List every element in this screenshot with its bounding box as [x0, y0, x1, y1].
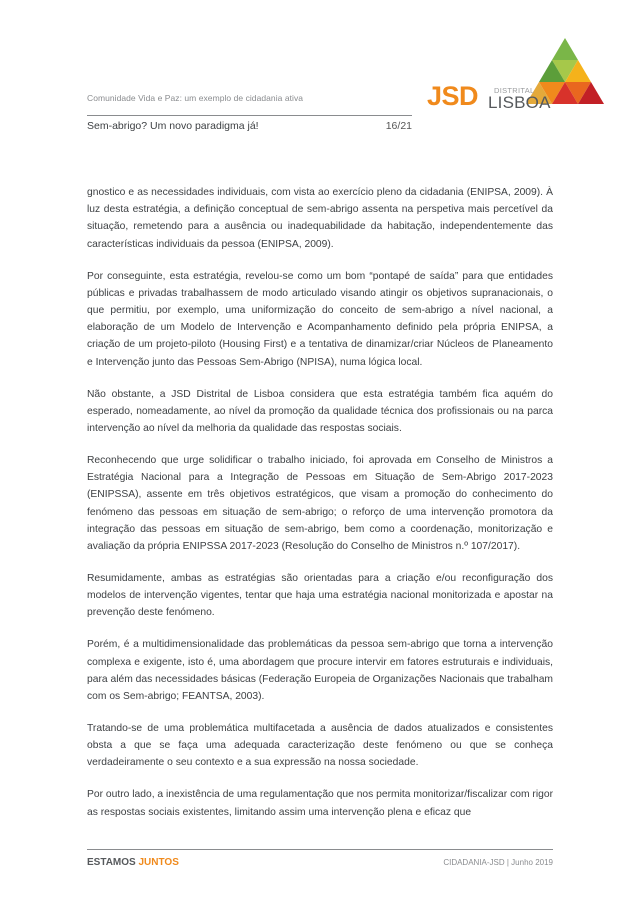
body-text	[87, 184, 553, 836]
footer-slogan-prefix: ESTAMOS	[87, 857, 139, 868]
paragraph: Reconhecendo que urge solidificar o trabalho iniciado, foi aprovada em Conselho de Ministros a Estratégia Nacional para a Integração de Pessoas em Situação de Sem-Abrigo 2017-2023 (ENIPSSA), assente em três objetivos estratégicos, que visam a promoção do conhecimento do fenómeno das pessoas em situação de sem-abrigo; o reforço de uma intervenção promotora da integração das pessoas em situação de sem-abrigo, bem como a coordenação, monitorização e avaliação da própria ENIPSSA 2017-2023 (Resolução do Conselho de Ministros n.º 107/2017).	[87, 455, 553, 553]
footer-publication: CIDADANIA-JSD | Junho 2019	[443, 858, 553, 867]
paragraph: Resumidamente, ambas as estratégias são orientadas para a criação e/ou reconfiguração dos modelos de intervenção vigentes, tentar que haja uma estratégia nacional monitorizada e apostar na prevenção deste fenómeno.	[87, 573, 553, 619]
paragraph: gnostico e as necessidades individuais, com vista ao exercício pleno da cidadania (ENIPSA, 2009). À luz desta estratégia, a definição conceptual de sem-abrigo assenta na perspetiva mais percetível da situação, remetendo para a ausência ou inadequabilidade da habitação, independentemente das características individuais da pessoa (ENIPSA, 2009).	[87, 187, 553, 250]
paragraph: Por outro lado, a inexistência de uma regulamentação que nos permita monitorizar/fiscalizar com rigor as respostas sociais existentes, limitando assim uma intervenção plena e eficaz que	[87, 789, 553, 818]
paragraph: Não obstante, a JSD Distrital de Lisboa considera que esta estratégia também fica aquém do esperado, nomeadamente, ao nível da promoção da qualidade técnica dos profissionais ou na parca intervenção ao nível da melhoria da qualidade das respostas sociais.	[87, 388, 553, 435]
paragraph: Tratando-se de uma problemática multifacetada a ausência de dados atualizados e consistentes obsta a que se faça uma adequada caracterização deste fenómeno ou que se conheça verdadeiramente o seu contexto e a sua expressão na nossa sociedade.	[87, 723, 553, 769]
document-title: Sem-abrigo? Um novo paradigma já!	[87, 120, 259, 132]
jsd-lisboa-logo	[420, 38, 610, 118]
header-divider	[87, 115, 412, 116]
paragraph: Porém, é a multidimensionalidade das problemáticas da pessoa sem-abrigo que torna a intervenção complexa e exigente, isto é, uma abordagem que procure intervir em fatores estruturais e individuais, para além das necessidades básicas (Federação Europeia de Organizações Nacionais que trabalham com os Sem-abrigo; FEANTSA, 2003).	[87, 639, 553, 703]
logo-lisboa-text: LISBOA	[488, 93, 551, 112]
paragraph: Por conseguinte, esta estratégia, revelou-se como um bom “pontapé de saída” para que entidades públicas e privadas trabalhassem de modo articulado visando atingir os objetivos supranacionais, o que permitiu, por exemplo, uma uniformização do conceito de sem-abrigo a nível nacional, a elaboração de um Modelo de Intervenção e Acompanhamento definido pela própria ENIPSA, a criação de um projeto-piloto (Housing First) e a tentativa de dinamizar/criar Núcleos de Planeamento e Intervenção junto das Pessoas Sem-Abrigo (NPISA), numa lógica local.	[87, 270, 553, 368]
footer-slogan	[87, 857, 179, 868]
footer-slogan-accent: JUNTOS	[138, 857, 179, 868]
logo-distrital-text: DISTRITAL	[494, 86, 535, 95]
logo-jsd-text: JSD	[427, 81, 479, 111]
header-kicker: Comunidade Vida e Paz: um exemplo de cidadania ativa	[87, 93, 304, 103]
page-number: 16/21	[385, 120, 412, 132]
footer-divider	[87, 849, 553, 850]
